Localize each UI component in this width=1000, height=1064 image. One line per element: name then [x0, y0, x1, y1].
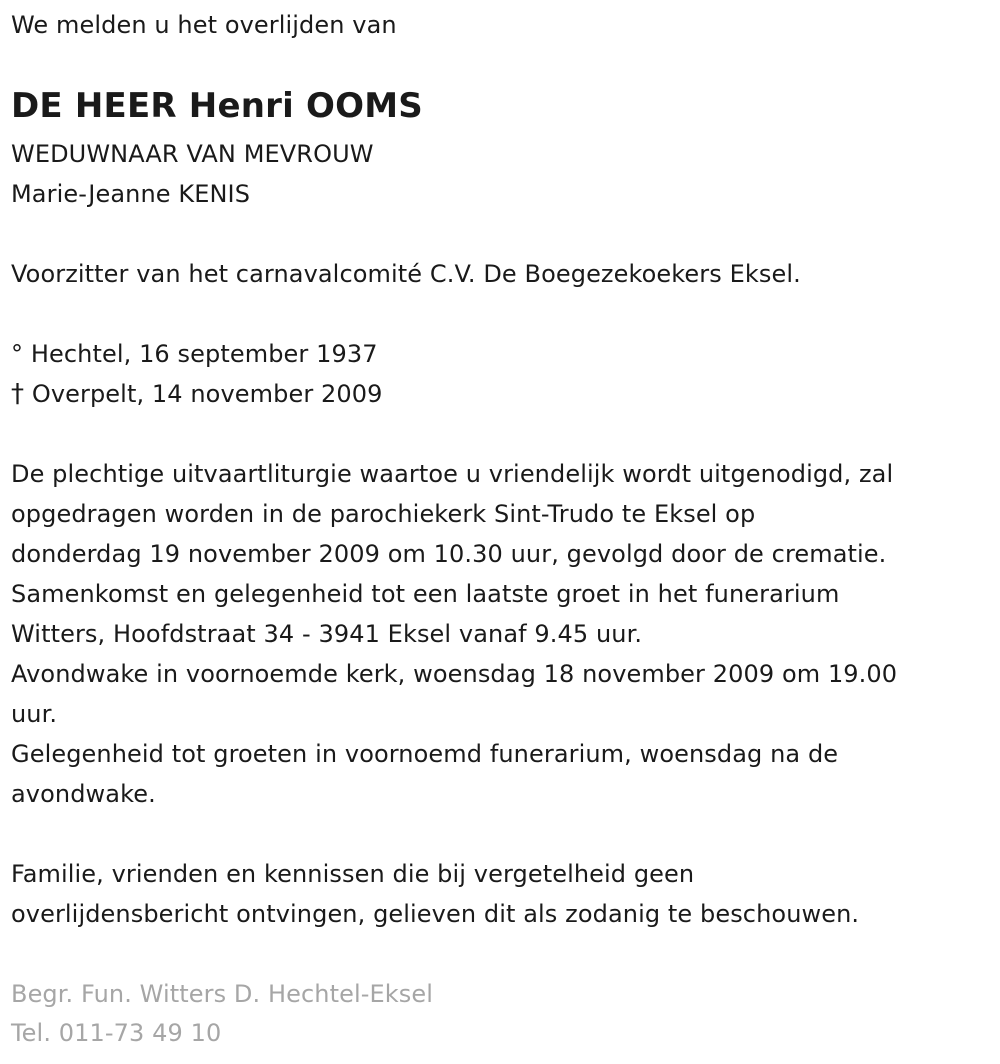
ceremony-line: uur. [11, 700, 58, 728]
birth-line [11, 334, 378, 374]
deceased-name: DE HEER Henri OOMS [11, 86, 423, 126]
notice-line: overlijdensbericht ontvingen, gelieven dit als zodanig te beschouwen. [11, 900, 860, 928]
undertaker-name: Begr. Fun. Witters D. Hechtel-Eksel [11, 980, 433, 1008]
role-text: Voorzitter van het carnavalcomité C.V. De Boegezekoekers Eksel. [11, 260, 801, 288]
undertaker-phone: Tel. 011-73 49 10 [11, 1019, 222, 1047]
ceremony-line: Samenkomst en gelegenheid tot een laatste groet in het funerarium [11, 580, 840, 608]
ceremony-line: Witters, Hoofdstraat 34 - 3941 Eksel vanaf 9.45 uur. [11, 620, 643, 648]
ceremony-line: Avondwake in voornoemde kerk, woensdag 18 november 2009 om 19.00 [11, 660, 898, 688]
death-text: Overpelt, 14 november 2009 [31, 380, 383, 408]
ceremony-line: opgedragen worden in de parochiekerk Sint-Trudo te Eksel op [11, 500, 756, 528]
ceremony-line: De plechtige uitvaartliturgie waartoe u vriendelijk wordt uitgenodigd, zal [11, 460, 894, 488]
ceremony-line: Gelegenheid tot groeten in voornoemd funerarium, woensdag na de [11, 740, 839, 768]
birth-text: Hechtel, 16 september 1937 [30, 340, 378, 368]
spouse-line-1: WEDUWNAAR VAN MEVROUW [11, 140, 374, 168]
spouse-line-2: Marie-Jeanne KENIS [11, 180, 251, 208]
intro-text: We melden u het overlijden van [11, 11, 397, 39]
cross-icon: † [11, 379, 25, 409]
death-line [11, 374, 383, 414]
birth-symbol-icon: ° [11, 340, 24, 368]
ceremony-line: donderdag 19 november 2009 om 10.30 uur, gevolgd door de crematie. [11, 540, 887, 568]
ceremony-line: avondwake. [11, 780, 156, 808]
notice-line: Familie, vrienden en kennissen die bij vergetelheid geen [11, 860, 695, 888]
